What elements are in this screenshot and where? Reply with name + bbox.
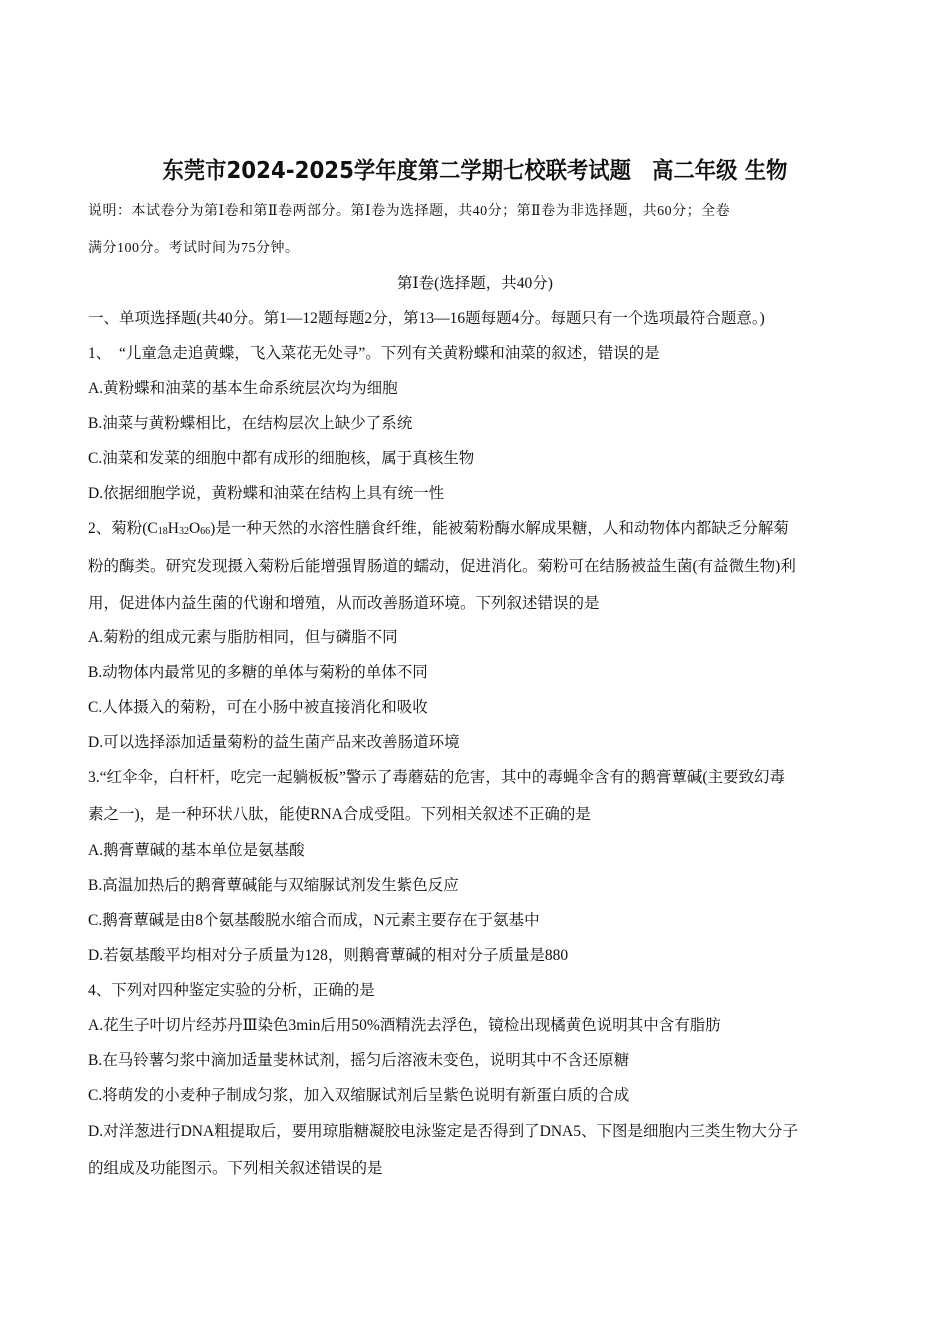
question-2-stem-line-1 bbox=[88, 519, 789, 542]
question-4-option-c: C.将萌发的小麦种子制成匀浆，加入双缩脲试剂后呈紫色说明有新蛋白质的合成 bbox=[88, 1087, 630, 1104]
question-1-stem: 1、 “儿童急走追黄蝶，飞入菜花无处寻”。下列有关黄粉蝶和油菜的叙述，错误的是 bbox=[88, 345, 660, 362]
q2-subscript-o: 66 bbox=[200, 526, 211, 537]
question-1-option-a: A.黄粉蝶和油菜的基本生命系统层次均为细胞 bbox=[88, 380, 398, 397]
exam-notes-line-1: 说明：本试卷分为第Ⅰ卷和第Ⅱ卷两部分。第Ⅰ卷为选择题，共40分；第Ⅱ卷为非选择题，共60分；全卷 bbox=[88, 204, 731, 219]
question-3-option-c: C.鹅膏蕈碱是由8个氨基酸脱水缩合而成，N元素主要存在于氨基中 bbox=[88, 912, 540, 929]
section-instructions: 一、单项选择题(共40分。第1—12题每题2分，第13—16题每题4分。每题只有一个选项最符合题意。) bbox=[88, 310, 765, 327]
q2-subscript-c: 18 bbox=[157, 526, 168, 537]
page-title: 东莞市2024-2025学年度第二学期七校联考试题 高二年级 生物 bbox=[162, 158, 788, 184]
question-4-stem: 4、下列对四种鉴定实验的分析，正确的是 bbox=[88, 982, 375, 999]
q2-subscript-h: 32 bbox=[178, 526, 189, 537]
question-2-option-d: D.可以选择添加适量菊粉的益生菌产品来改善肠道环境 bbox=[88, 734, 460, 751]
question-3-stem-line-2: 素之一)，是一种环状八肽，能使RNA合成受阻。下列相关叙述不正确的是 bbox=[88, 806, 591, 823]
q2-element-o: O bbox=[188, 520, 201, 537]
exam-notes-line-2: 满分100分。考试时间为75分钟。 bbox=[88, 241, 300, 256]
question-4-option-a: A.花生子叶切片经苏丹Ⅲ染色3min后用50%酒精洗去浮色，镜检出现橘黄色说明其中含有脂肪 bbox=[88, 1017, 721, 1034]
question-1-option-c: C.油菜和发菜的细胞中都有成形的细胞核，属于真核生物 bbox=[88, 450, 475, 467]
q2-stem-post: )是一种天然的水溶性膳食纤维，能被菊粉酶水解成果糖，人和动物体内都缺乏分解菊 bbox=[210, 520, 789, 537]
question-4-option-b: B.在马铃薯匀浆中滴加适量斐林试剂，摇匀后溶液未变色，说明其中不含还原糖 bbox=[88, 1052, 630, 1069]
question-3-option-b: B.高温加热后的鹅膏蕈碱能与双缩脲试剂发生紫色反应 bbox=[88, 877, 459, 894]
question-1-option-b: B.油菜与黄粉蝶相比，在结构层次上缺少了系统 bbox=[88, 415, 413, 432]
question-1-option-d: D.依据细胞学说，黄粉蝶和油菜在结构上具有统一性 bbox=[88, 485, 445, 502]
question-3-stem-line-1: 3.“红伞伞，白杆杆，吃完一起躺板板”警示了毒蘑菇的危害，其中的毒蝇伞含有的鹅膏蕈碱(主要致幻毒 bbox=[88, 769, 786, 786]
question-3-option-a: A.鹅膏蕈碱的基本单位是氨基酸 bbox=[88, 842, 305, 859]
question-2-stem-line-2: 粉的酶类。研究发现摄入菊粉后能增强胃肠道的蠕动，促进消化。菊粉可在结肠被益生菌(有益微生物)利 bbox=[88, 558, 796, 575]
question-2-stem-line-3: 用，促进体内益生菌的代谢和增殖，从而改善肠道环境。下列叙述错误的是 bbox=[88, 595, 600, 612]
section-heading: 第Ⅰ卷(选择题，共40分) bbox=[397, 275, 553, 292]
q2-element-h: H bbox=[167, 520, 179, 537]
q2-stem-pre: 2、菊粉(C bbox=[88, 520, 158, 537]
question-2-option-c: C.人体摄入的菊粉，可在小肠中被直接消化和吸收 bbox=[88, 699, 428, 716]
question-2-option-a: A.菊粉的组成元素与脂肪相同，但与磷脂不同 bbox=[88, 629, 398, 646]
question-3-option-d: D.若氨基酸平均相对分子质量为128，则鹅膏蕈碱的相对分子质量是880 bbox=[88, 947, 569, 964]
question-4-option-d: D.对洋葱进行DNA粗提取后，要用琼脂糖凝胶电泳鉴定是否得到了DNA5、下图是细胞内三类生物大分子 bbox=[88, 1123, 798, 1140]
question-4-option-d-continued: 的组成及功能图示。下列相关叙述错误的是 bbox=[88, 1160, 383, 1177]
question-2-option-b: B.动物体内最常见的多糖的单体与菊粉的单体不同 bbox=[88, 664, 428, 681]
